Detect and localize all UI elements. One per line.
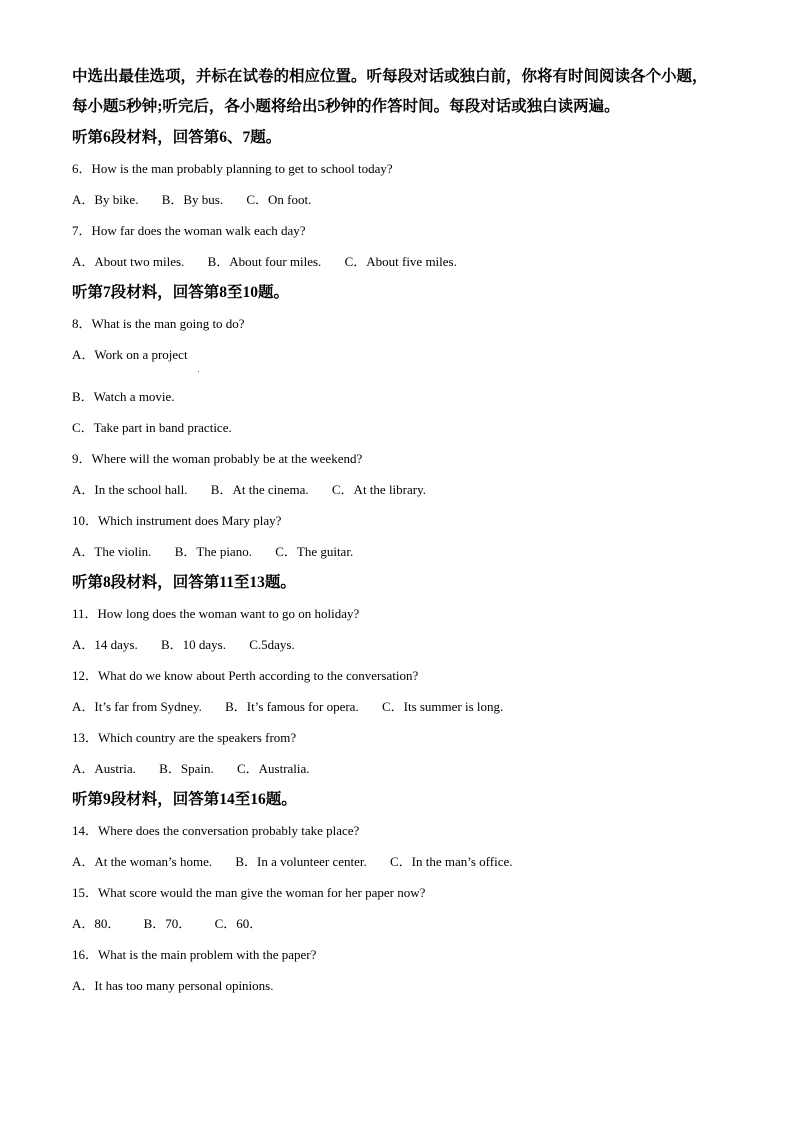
section-7-heading: 听第7段材料，回答第8至10题。 [72,284,290,301]
option-a: A．It’s far from Sydney. [72,699,202,714]
section-8-heading: 听第8段材料，回答第11至13题。 [72,574,296,591]
question-8: 8．What is the man going to do? [72,316,245,331]
question-9-options [72,474,722,505]
question-13-options [72,753,722,784]
option-c: C．The guitar. [275,544,354,559]
question-6-options [72,184,722,215]
option-a: A．14 days. [72,637,138,652]
question-11: 11．How long does the woman want to go on holiday? [72,606,360,621]
question-14-options [72,846,722,877]
option-b: B．At the cinema. [210,482,309,497]
question-9: 9．Where will the woman probably be at the weekend? [72,451,363,466]
question-10-options [72,536,722,567]
instructions-text: 中选出最佳选项，并标在试卷的相应位置。听每段对话或独白前，你将有时间阅读各个小题，每小题5秒钟;听完后，各小题将给出5秒钟的作答时间。每段对话或独白读两遍。 [72,68,708,115]
question-6: 6．How is the man probably planning to get to school today? [72,161,393,176]
option-c: C．On foot. [246,192,312,207]
option-b: B．By bus. [161,192,224,207]
option-b: B．10 days. [160,637,226,652]
question-16-option-a: A．It has too many personal opinions. [72,978,274,993]
section-6-heading: 听第6段材料，回答第6、7题。 [72,129,282,146]
option-c: C．About five miles. [344,254,457,269]
question-7: 7．How far does the woman walk each day? [72,223,306,238]
option-b: B．In a volunteer center. [235,854,367,869]
option-c: C．In the man’s office. [390,854,513,869]
question-15-options [72,908,722,939]
section-9-heading: 听第9段材料，回答第14至16题。 [72,791,297,808]
option-c: C．60． [214,916,263,931]
option-b: B．The piano. [174,544,252,559]
option-a: A．80． [72,916,121,931]
option-b: B．About four miles. [207,254,322,269]
option-b: B．It’s famous for opera. [225,699,359,714]
question-13: 13．Which country are the speakers from? [72,730,297,745]
question-8-option-c: C．Take part in band practice. [72,420,232,435]
question-15: 15．What score would the man give the woman for her paper now? [72,885,426,900]
question-8-option-a: A．Work on a project [72,347,188,362]
question-14: 14．Where does the conversation probably take place? [72,823,360,838]
option-a: A．In the school hall. [72,482,188,497]
stray-dot [198,371,199,372]
option-a: A．About two miles. [72,254,185,269]
option-c: C．Its summer is long. [381,699,504,714]
question-12-options [72,691,722,722]
question-16: 16．What is the main problem with the paper? [72,947,317,962]
question-8-option-b: B．Watch a movie. [72,389,175,404]
option-b: B．Spain. [159,761,214,776]
question-7-options [72,246,722,277]
option-a: A．Austria. [72,761,136,776]
option-a: A．The violin. [72,544,152,559]
option-b: B．70． [143,916,192,931]
option-c: C.5days. [249,637,295,652]
exam-page [72,62,722,1001]
option-c: C．Australia. [236,761,310,776]
option-a: A．By bike. [72,192,139,207]
option-a: A．At the woman’s home. [72,854,213,869]
option-c: C．At the library. [331,482,427,497]
question-11-options [72,629,722,660]
question-10: 10．Which instrument does Mary play? [72,513,282,528]
question-12: 12．What do we know about Perth according to the conversation? [72,668,419,683]
